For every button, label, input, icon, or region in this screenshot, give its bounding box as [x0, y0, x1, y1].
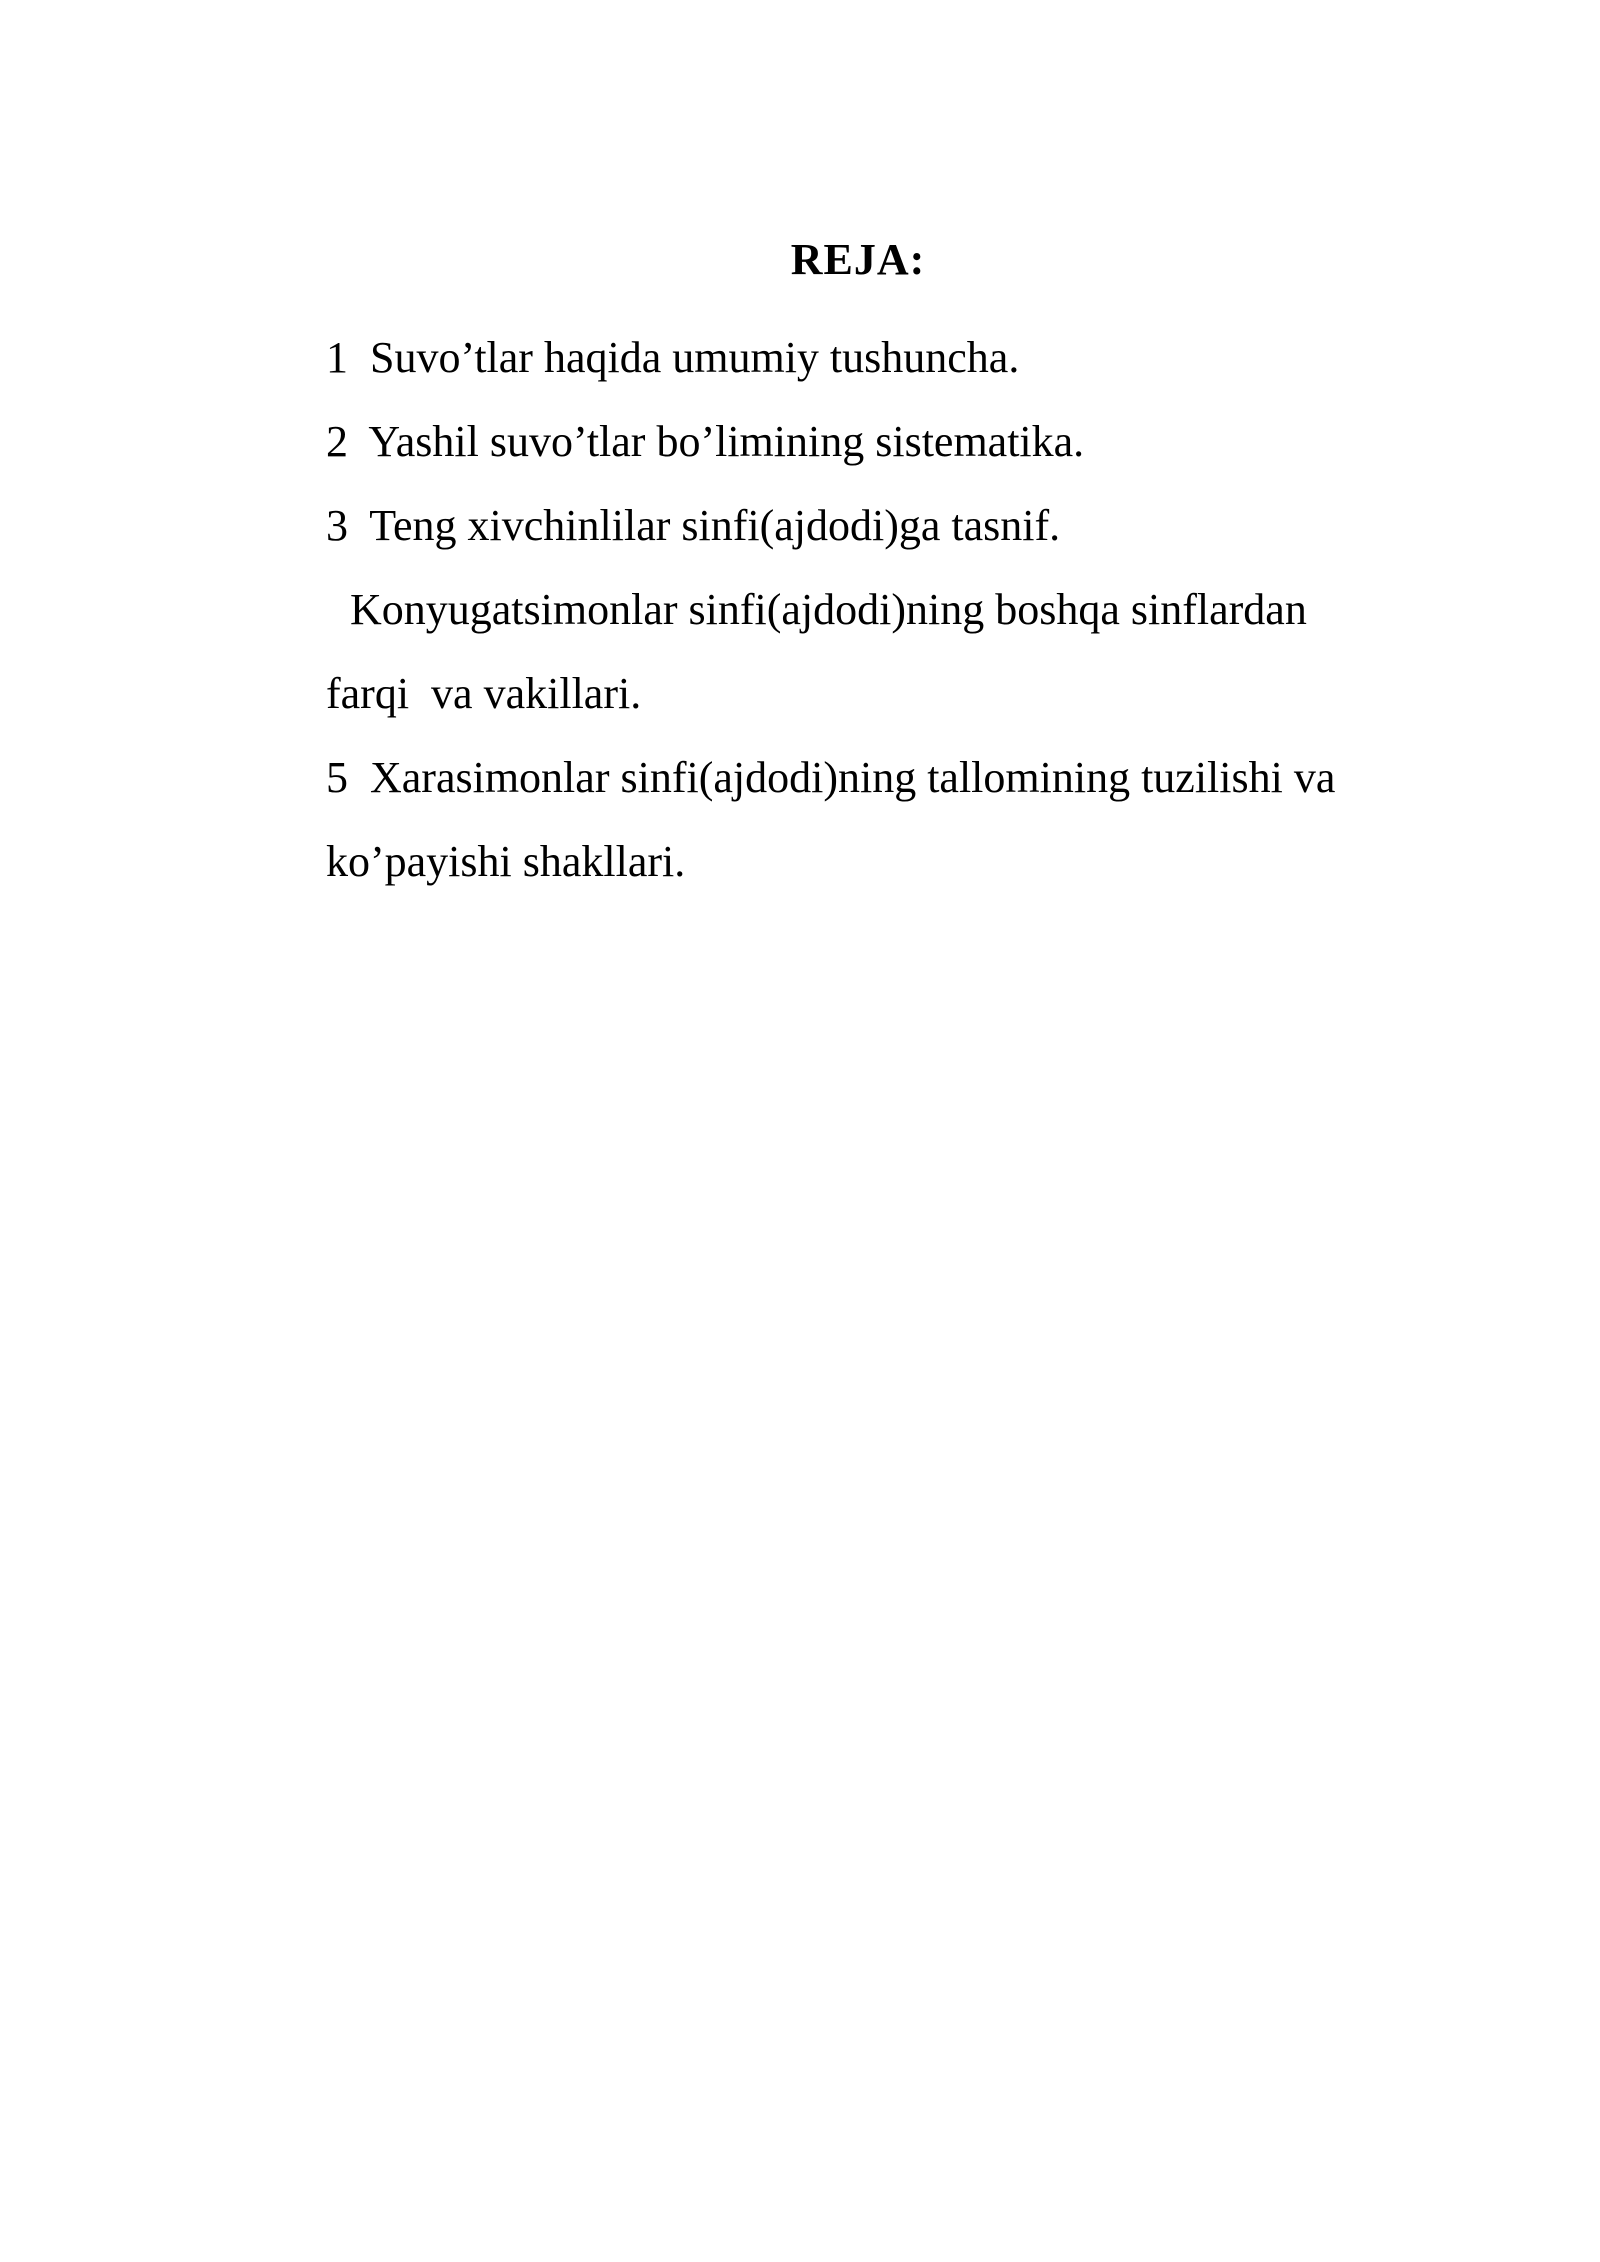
plan-item-5-line-1: 5 Xarasimonlar sinfi(ajdodi)ning tallomining tuzilishi va [326, 753, 1336, 802]
plan-item-4-line-2: farqi va vakillari. [326, 669, 642, 718]
page-title: REJA: [790, 235, 926, 284]
plan-item-4-line-1: Konyugatsimonlar sinfi(ajdodi)ning boshqa sinflardan [350, 585, 1307, 634]
plan-item-5-line-2: ko’payishi shakllari. [326, 837, 686, 886]
plan-item-3: 3 Teng xivchinlilar sinfi(ajdodi)ga tasnif. [326, 501, 1061, 550]
plan-list [326, 316, 1456, 904]
plan-item-1: 1 Suvo’tlar haqida umumiy tushuncha. [326, 333, 1020, 382]
plan-item-2: 2 Yashil suvo’tlar bo’limining sistematika. [326, 417, 1085, 466]
